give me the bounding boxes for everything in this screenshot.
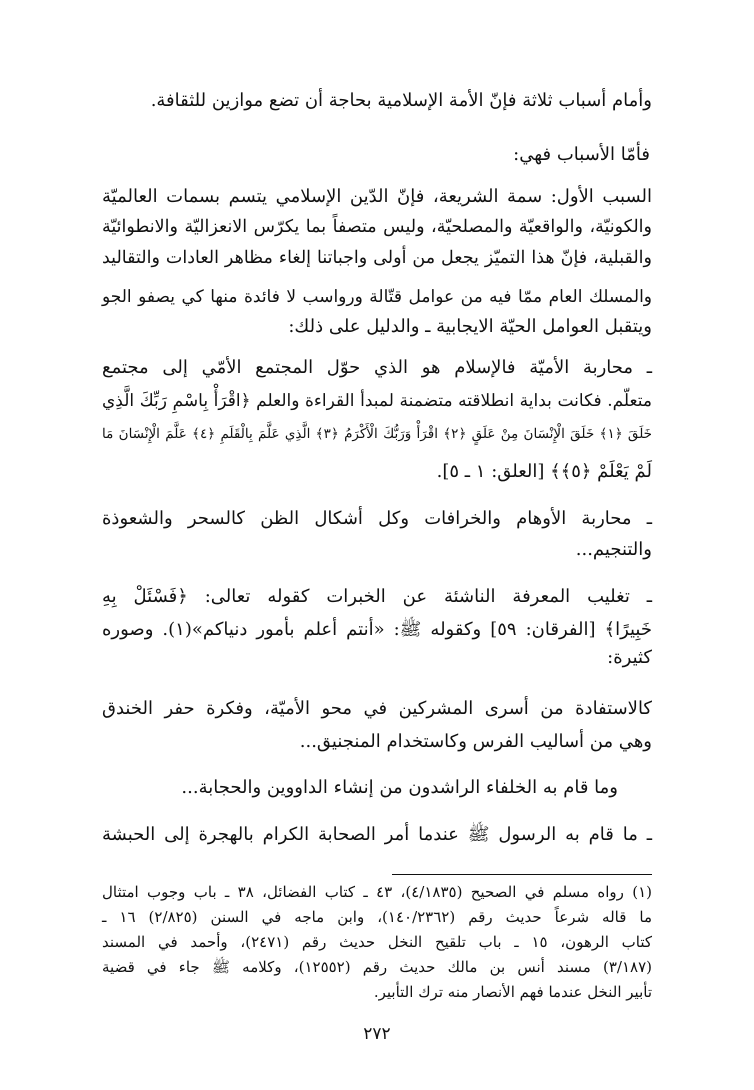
quran-verse-line: خَلَقَ ﴿١﴾ خَلَقَ الْإِنْسَانَ مِنْ عَلَقٍ ﴿٢﴾ اقْرَأْ وَرَبُّكَ الْأَكْرَمُ ﴿٣﴾ الَّذِي عَلَّمَ بِالْقَلَمِ ﴿٤﴾ عَلَّمَ الْإِنْسَانَ مَا <box>102 426 653 442</box>
body-line: السبب الأول: سمة الشريعة، فإنّ الدّين الإسلامي يتسم بسمات العالميّة <box>102 186 652 207</box>
body-line: ـ تغليب المعرفة الناشئة عن الخبرات كقوله تعالى: ﴿فَسْئَلْ بِهِ <box>102 586 652 607</box>
body-line: لَمْ يَعْلَمْ ﴿٥﴾﴾ [العلق: ١ ـ ٥]. <box>436 461 652 482</box>
body-line: ـ ما قام به الرسول ﷺ عندما أمر الصحابة الكرام بالهجرة إلى الحبشة <box>102 824 652 845</box>
body-line: ـ محاربة الأميّة فالإسلام هو الذي حوّل المجتمع الأمّي إلى مجتمع <box>102 357 652 378</box>
footnote-line: ما قاله شرعاً حديث رقم (١٤٠/٢٣٦٢)، وابن ماجه في السنن (٢/٨٢٥) ١٦ ـ <box>102 908 653 926</box>
body-line: والتنجيم... <box>575 539 652 560</box>
body-line: خَبِيرًا﴾ [الفرقان: ٥٩] وكقوله ﷺ: «أنتم أعلم بأمور دنياكم»(١). وصوره <box>102 619 652 640</box>
body-line: فأمّا الأسباب فهي: <box>513 144 650 165</box>
body-line: متعلّم. فكانت بداية انطلاقته متضمنة لمبدأ القراءة والعلم ﴿اقْرَأْ بِاسْمِ رَبِّكَ الَّذِي <box>102 391 652 411</box>
footnote-line: كتاب الرهون، ١٥ ـ باب تلقيح النخل حديث رقم (٢٤٧١)، وأحمد في المسند <box>102 933 652 951</box>
footnote-line: (٣/١٨٧) مسند أنس بن مالك حديث رقم (١٢٥٥٢)، وكلامه ﷺ جاء في قضية <box>102 958 652 976</box>
body-line: كالاستفادة من أسرى المشركين في محو الأميّة، وفكرة حفر الخندق <box>102 698 652 719</box>
body-line: وما قام به الخلفاء الراشدون من إنشاء الداووين والحجابة... <box>181 777 618 798</box>
body-line: وأمام أسباب ثلاثة فإنّ الأمة الإسلامية بحاجة أن تضع موازين للثقافة. <box>150 90 652 111</box>
body-line: وهي من أساليب الفرس وكاستخدام المنجنيق... <box>299 731 652 752</box>
footnote-line: (١) رواه مسلم في الصحيح (٤/١٨٣٥)، ٤٣ ـ كتاب الفضائل، ٣٨ ـ باب وجوب امتثال <box>102 883 652 901</box>
body-line: والكونيّة، والواقعيّة والمصلحيّة، وليس متصفاً بما يكرّس الانعزاليّة والانطوائيّة <box>102 217 652 237</box>
body-line: ويتقبل العوامل الحيّة الايجابية ـ والدليل على ذلك: <box>288 316 652 337</box>
body-line: والقبلية، فإنّ هذا التميّز يجعل من أولى واجباتنا إلغاء مظاهر العادات والتقاليد <box>102 248 652 268</box>
footnote-separator <box>392 874 652 875</box>
page-number: ٢٧٢ <box>363 1024 391 1044</box>
body-line: والمسلك العام ممّا فيه من عوامل قتّالة ورواسب لا فائدة منها كي يصفو الجو <box>102 287 652 307</box>
body-line: ـ محاربة الأوهام والخرافات وكل أشكال الظن كالسحر والشعوذة <box>102 508 652 529</box>
footnote-line: تأبير النخل عندما فهم الأنصار منه ترك التأبير. <box>373 983 652 1001</box>
body-line: كثيرة: <box>607 647 652 668</box>
